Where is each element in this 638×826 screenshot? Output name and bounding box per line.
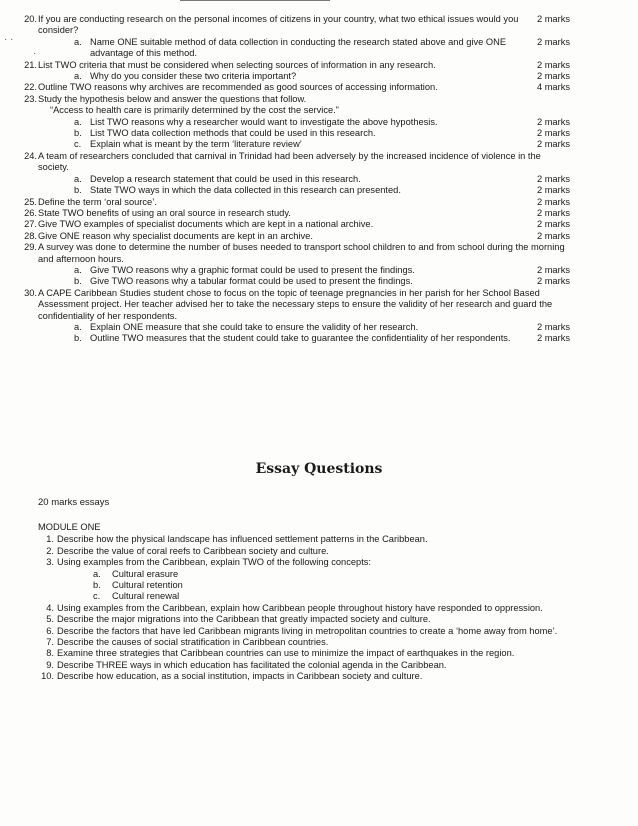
essay-item [46,637,578,648]
question-text [38,82,570,93]
sub-question-text: Explain ONE measure that she could take to ensure the validity of her research. [90,321,419,332]
question-marks: 2 marks [536,207,570,218]
sub-question [38,265,570,276]
sub-question-marks: 2 marks [536,36,570,47]
sub-question-marks: 2 marks [536,128,570,139]
sub-question-marks: 2 marks [536,116,570,127]
question-marks: 2 marks [536,196,570,207]
essay-text: Describe THREE ways in which education has facilitated the colonial agenda in the Caribbean. [57,659,447,670]
question-item [24,219,570,230]
short-answer-questions [24,14,570,345]
question-item [24,93,570,105]
question-number: 24. [24,150,37,161]
question-body: A team of researchers concluded that carnival in Trinidad had been adversely by the increased incidence of violence in the society. [38,150,541,173]
sub-question [38,276,570,287]
essay-number: 4. [46,602,54,613]
essay-number: 2. [46,545,54,556]
sub-question [38,71,570,82]
question-number: 29. [24,242,37,253]
sub-question [38,117,570,128]
sub-question-marks: 2 marks [536,185,570,196]
sub-question-text: Outline TWO measures that the student could take to guarantee the confidentiality of her respondents. [90,333,511,344]
question-item [24,196,570,208]
question-body: If you are conducting research on the personal incomes of citizens in your country, what two ethical issues would you consider? [38,14,519,36]
essay-item [46,534,578,545]
sub-question-label: a. [74,173,82,184]
question-item [24,82,570,93]
essay-number: 6. [46,625,54,636]
sub-question-label: b. [74,185,82,196]
essay-section [38,522,578,683]
question-body: A survey was done to determine the number of buses needed to transport school children to and from school during the morning and afternoon hours. [38,242,565,264]
marks-heading: 20 marks essays [38,497,110,508]
essay-text: Describe the factors that have led Caribbean migrants living in metropolitan countries to create a ‘home away from home’. [57,625,558,636]
sub-question-text: Develop a research statement that could be used in this research. [90,173,361,184]
sub-question-marks: 2 marks [536,321,570,332]
essay-concept-label: b. [93,580,101,591]
sub-question-marks: 2 marks [536,276,570,287]
question-body: State TWO benefits of using an oral source in research study. [38,207,291,218]
sub-question [38,139,570,150]
question-number: 27. [24,219,37,230]
question-marks: 2 marks [536,230,570,241]
question-body: Give ONE reason why specialist documents are kept in an archive. [38,230,313,241]
essay-text: Using examples from the Caribbean, explain TWO of the following concepts: [57,557,372,568]
question-marks: 2 marks [536,219,570,230]
sub-question-marks: 2 marks [536,264,570,275]
scan-speck: · [33,48,37,59]
question-body: Define the term ‘oral source’. [38,196,157,207]
essay-concept [57,580,578,591]
sub-question-text: Name ONE suitable method of data collection in conducting the research stated above and give ONE advantage of this method. [90,36,507,59]
question-item [24,230,570,242]
essay-section-title: Essay Questions [255,461,383,477]
sub-question-marks: 2 marks [536,139,570,150]
sub-question-label: a. [74,321,82,332]
essay-number: 10. [41,671,54,682]
scan-speck: · · [4,34,14,45]
question-text [38,242,570,265]
sub-question-label: a. [74,116,82,127]
sub-question [38,128,570,139]
essay-item [46,659,578,671]
question-text [38,197,570,208]
sub-question-label: a. [74,71,82,82]
question-body: A CAPE Caribbean Studies student chose to focus on the topic of teenage pregnancies in her parish for her School Based Assessment project. Her teacher advised her to take the necessary steps to ensure the validity of her research and guard the confidentiality of her respondents. [38,287,553,321]
question-item [24,14,570,37]
sub-question-text: List TWO data collection methods that could be used in this research. [90,128,376,139]
question-number: 28. [24,230,37,241]
essay-concept-text: Cultural retention [112,580,183,591]
essay-text: Using examples from the Caribbean, explain how Caribbean people throughout history have responded to oppression. [57,602,543,613]
sub-question [38,174,570,185]
essay-concept-label: a. [93,568,101,579]
sub-question-label: b. [74,128,82,139]
sub-question-text: Give TWO reasons why a graphic format could be used to present the findings. [90,264,415,275]
essay-list [38,534,578,682]
question-item [24,287,570,322]
question-number: 21. [24,59,37,70]
sub-question-text: Why do you consider these two criteria important? [90,71,297,82]
essay-item [46,625,578,637]
question-text [38,60,570,71]
sub-question-label: b. [74,333,82,344]
essay-concept [57,569,578,580]
essay-text: Examine three strategies that Caribbean countries can use to minimize the impact of earthquakes in the region. [57,648,515,659]
sub-question-text: Explain what is meant by the term ‘literature review’ [90,139,302,150]
question-text [38,231,570,242]
sub-question-marks: 2 marks [536,173,570,184]
sub-question-marks: 2 marks [536,333,570,344]
question-item [24,207,570,219]
essay-number: 5. [46,614,54,625]
question-marks: 4 marks [536,82,570,93]
question-number: 23. [24,93,37,104]
scan-artifact-line [180,0,330,1]
question-text [38,94,570,105]
sub-question [38,333,570,344]
sub-question-text: List TWO reasons why a researcher would want to investigate the above hypothesis. [90,116,438,127]
question-text [38,208,570,219]
question-item [24,242,570,265]
question-body: Study the hypothesis below and answer the questions that follow. [38,93,307,104]
sub-question-label: b. [74,276,82,287]
sub-question-label: a. [74,264,82,275]
sub-question-text: State TWO ways in which the data collected in this research can presented. [90,185,401,196]
essay-text: Describe the causes of social stratification in Caribbean countries. [57,637,329,648]
sub-question-marks: 2 marks [536,71,570,82]
sub-question [38,322,570,333]
essay-item [46,614,578,625]
question-text [38,151,570,174]
essay-number: 3. [46,557,54,568]
essay-concept-text: Cultural erasure [112,568,179,579]
essay-text: Describe the major migrations into the Caribbean that greatly impacted society and culture. [57,614,431,625]
question-item [24,59,570,71]
essay-item [46,602,578,614]
sub-question [38,37,570,60]
question-number: 22. [24,82,37,93]
module-heading: MODULE ONE [38,522,101,532]
essay-item [46,648,578,659]
essay-item [41,671,578,682]
question-number: 26. [24,207,37,218]
question-body: List TWO criteria that must be considered when selecting sources of information in any research. [38,59,436,70]
sub-question-label: c. [74,139,82,150]
essay-text: Describe how the physical landscape has influenced settlement patterns in the Caribbean. [57,534,428,545]
essay-concept-label: c. [93,591,101,602]
question-item [24,150,570,174]
question-number: 20. [24,14,37,24]
sub-question [38,185,570,196]
essay-number: 1. [46,534,54,545]
essay-text: Describe how education, as a social institution, impacts in Caribbean society and culture. [57,671,423,682]
question-marks: 2 marks [536,59,570,70]
essay-item [46,557,578,568]
essay-concept [57,591,578,602]
essay-number: 8. [46,648,54,659]
essay-number: 9. [46,659,54,670]
question-body: Give TWO examples of specialist documents which are kept in a national archive. [38,219,374,230]
essay-number: 7. [46,637,54,648]
question-number: 30. [24,287,37,298]
essay-text: Describe the value of coral reefs to Caribbean society and culture. [57,545,329,556]
question-text [38,219,570,230]
essay-item [46,545,578,557]
question-number: 25. [24,196,37,207]
sub-question-text: Give TWO reasons why a tabular format could be used to present the findings. [90,276,413,287]
question-text [38,288,570,322]
question-text [38,14,570,37]
hypothesis-quote: “Access to health care is primarily determined by the cost the service.” [50,105,339,116]
sub-question-label: a. [74,36,82,47]
question-marks: 2 marks [536,14,570,24]
essay-concept-text: Cultural renewal [112,591,180,602]
question-body: Outline TWO reasons why archives are recommended as good sources of accessing information. [38,82,438,93]
